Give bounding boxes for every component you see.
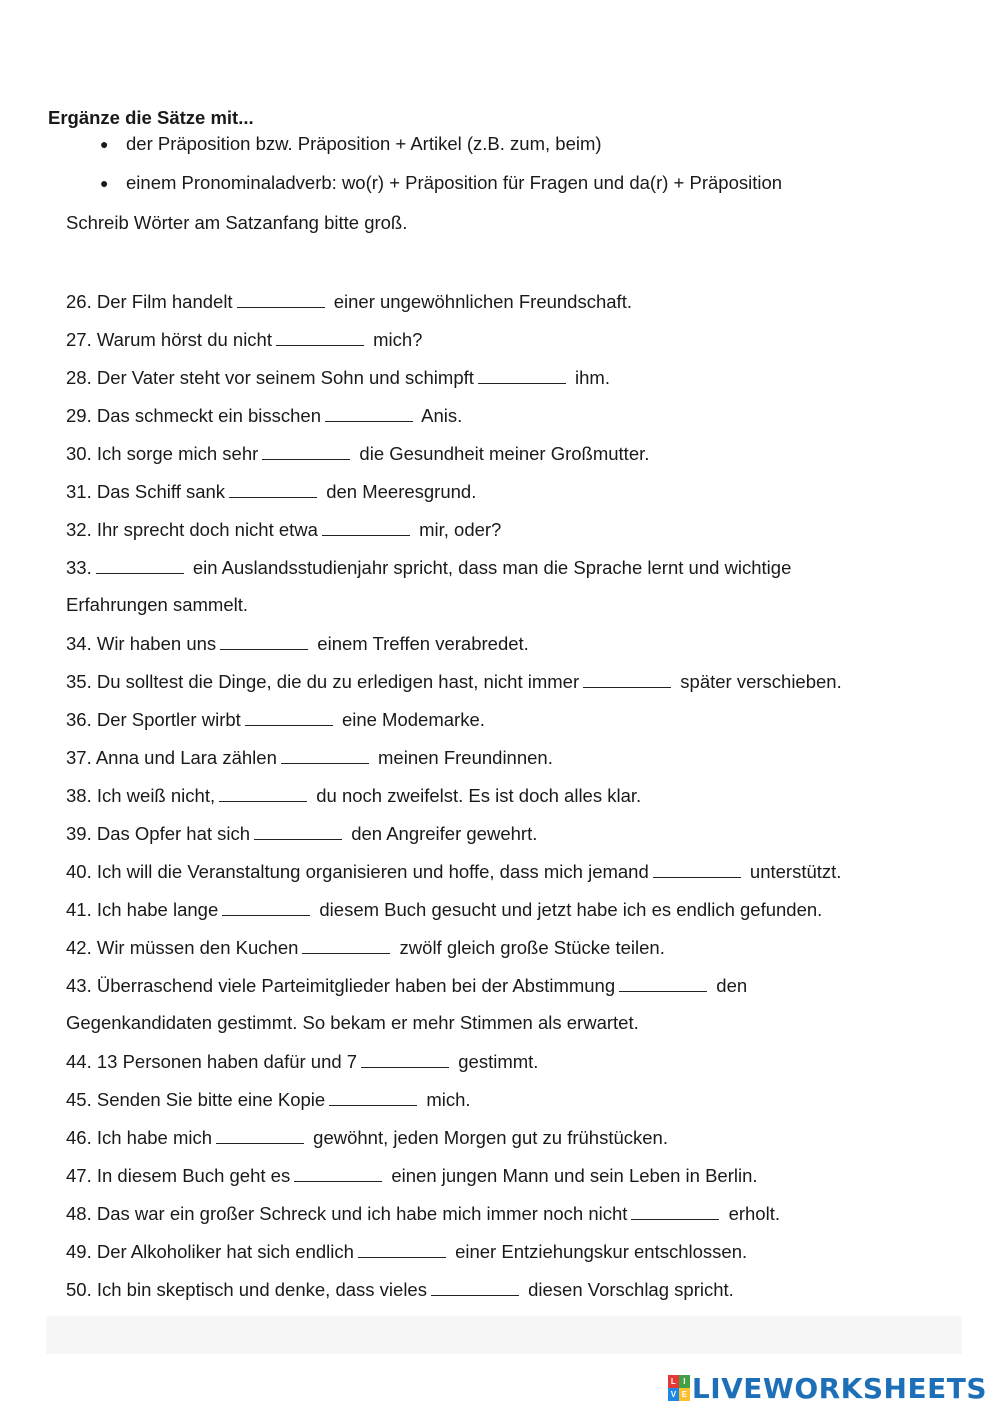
exercise-text-after: meinen Freundinnen. (378, 747, 553, 768)
instruction-list (96, 132, 782, 210)
answer-blank[interactable] (361, 1049, 449, 1068)
exercise-text-before: 49. Der Alkoholiker hat sich endlich (66, 1241, 354, 1262)
exercise-text-after: diesem Buch gesucht und jetzt habe ich es endlich gefunden. (319, 899, 823, 920)
instruction-text: der Präposition bzw. Präposition + Artikel (z.B. zum, beim) (126, 133, 602, 154)
answer-blank[interactable] (254, 821, 342, 840)
exercise-text-after: gestimmt. (458, 1051, 539, 1072)
exercise-line (66, 555, 946, 579)
exercise-text-before: 48. Das war ein großer Schreck und ich habe mich immer noch nicht (66, 1203, 628, 1224)
exercise-text-after: mich? (373, 329, 423, 350)
exercise-text-before: 37. Anna und Lara zählen (66, 747, 277, 768)
exercise-text-after: einem Treffen verabredet. (317, 633, 529, 654)
exercise-line (66, 403, 946, 427)
exercise-text-before: 44. 13 Personen haben dafür und 7 (66, 1051, 358, 1072)
answer-blank[interactable] (631, 1201, 719, 1220)
exercise-text-before: 29. Das schmeckt ein bisschen (66, 405, 322, 426)
exercise-text-after: den Angreifer gewehrt. (351, 823, 538, 844)
answer-blank[interactable] (325, 403, 413, 422)
answer-blank[interactable] (281, 745, 369, 764)
logo-tile: I (679, 1375, 690, 1388)
exercise-text-after: einer Entziehungskur entschlossen. (455, 1241, 748, 1262)
exercise-text-before: 42. Wir müssen den Kuchen (66, 937, 299, 958)
exercise-text-after: mich. (426, 1089, 471, 1110)
exercise-text-after: diesen Vorschlag spricht. (528, 1279, 734, 1300)
answer-blank[interactable] (329, 1087, 417, 1106)
exercise-line (66, 783, 946, 807)
exercise-text-after: Anis. (421, 405, 463, 426)
instruction-text: einem Pronominaladverb: wo(r) + Präposition für Fragen und da(r) + Präposition (126, 172, 783, 193)
exercise-text-after: ein Auslandsstudienjahr spricht, dass man die Sprache lernt und wichtige (192, 557, 792, 578)
exercise-text-before: 31. Das Schiff sank (66, 481, 226, 502)
exercise-text-before: 30. Ich sorge mich sehr (66, 443, 259, 464)
exercise-text-after: einer ungewöhnlichen Freundschaft. (333, 291, 632, 312)
answer-blank[interactable] (478, 365, 566, 384)
exercise-text-before: 32. Ihr sprecht doch nicht etwa (66, 519, 318, 540)
exercise-text-before: 43. Überraschend viele Parteimitglieder haben bei der Abstimmung (66, 975, 616, 996)
answer-blank[interactable] (245, 707, 333, 726)
exercise-text-before: 50. Ich bin skeptisch und denke, dass vieles (66, 1279, 427, 1300)
exercise-text-after: eine Modemarke. (341, 709, 485, 730)
answer-blank[interactable] (653, 859, 741, 878)
exercise-text-after: den (716, 975, 748, 996)
brand-text: LIVEWORKSHEETS (691, 1371, 987, 1405)
exercise-line (66, 479, 946, 503)
exercise-text-before: 46. Ich habe mich (66, 1127, 213, 1148)
exercise-text-after: die Gesundheit meiner Großmutter. (359, 443, 650, 464)
exercise-text-after: du noch zweifelst. Es ist doch alles klar. (316, 785, 642, 806)
exercise-line (66, 859, 946, 883)
exercise-line (66, 1201, 946, 1225)
answer-blank[interactable] (216, 1125, 304, 1144)
exercise-line (66, 327, 946, 351)
answer-blank[interactable] (294, 1163, 382, 1182)
exercise-line (66, 897, 946, 921)
exercise-text-before: 47. In diesem Buch geht es (66, 1165, 291, 1186)
exercise-text-after: unterstützt. (749, 861, 842, 882)
exercise-line (66, 289, 946, 313)
exercise-continuation (66, 593, 946, 617)
exercise-line (66, 517, 946, 541)
answer-blank[interactable] (322, 517, 410, 536)
exercise-text-before: 28. Der Vater steht vor seinem Sohn und schimpft (66, 367, 474, 388)
answer-blank[interactable] (222, 897, 310, 916)
exercise-text-before: 39. Das Opfer hat sich (66, 823, 251, 844)
capitalization-note: Schreib Wörter am Satzanfang bitte groß. (66, 212, 408, 233)
exercise-line (66, 1049, 946, 1073)
exercise-line (66, 1277, 946, 1301)
exercise-line (66, 669, 946, 693)
answer-blank[interactable] (431, 1277, 519, 1296)
answer-blank[interactable] (237, 289, 325, 308)
answer-blank[interactable] (262, 441, 350, 460)
exercise-text-after: mir, oder? (419, 519, 502, 540)
exercise-text-after: ihm. (575, 367, 610, 388)
exercise-text-before: 38. Ich weiß nicht, (66, 785, 216, 806)
exercise-line (66, 631, 946, 655)
answer-blank[interactable] (302, 935, 390, 954)
exercise-line (66, 1239, 946, 1263)
exercise-line (66, 935, 946, 959)
exercise-line (66, 745, 946, 769)
exercise-text-after: gewöhnt, jeden Morgen gut zu frühstücken. (313, 1127, 668, 1148)
exercise-continuation (66, 1011, 946, 1035)
exercise-text-before: 45. Senden Sie bitte eine Kopie (66, 1089, 326, 1110)
exercise-text-before: 26. Der Film handelt (66, 291, 233, 312)
exercise-text-after: einen jungen Mann und sein Leben in Berlin. (391, 1165, 758, 1186)
exercise-text-after: den Meeresgrund. (326, 481, 477, 502)
exercise-line (66, 973, 946, 997)
exercise-text-before: 27. Warum hörst du nicht (66, 329, 272, 350)
exercise-line (66, 1163, 946, 1187)
logo-tile: V (668, 1388, 679, 1401)
answer-blank[interactable] (220, 631, 308, 650)
logo-tile: E (679, 1388, 690, 1401)
exercise-text-before: 33. (66, 557, 92, 578)
answer-blank[interactable] (276, 327, 364, 346)
exercise-text-after: erholt. (728, 1203, 780, 1224)
footer-bar (46, 1316, 962, 1354)
answer-blank[interactable] (619, 973, 707, 992)
answer-blank[interactable] (583, 669, 671, 688)
exercise-line (66, 821, 946, 845)
liveworksheets-logo-icon (668, 1375, 690, 1401)
exercise-text-before: 35. Du solltest die Dinge, die du zu erledigen hast, nicht immer (66, 671, 580, 692)
bullet-icon: ● (100, 175, 109, 191)
exercise-text-before: 34. Wir haben uns (66, 633, 217, 654)
exercise-list (66, 289, 946, 1315)
answer-blank[interactable] (219, 783, 307, 802)
bullet-icon: ● (100, 136, 109, 152)
instruction-item (96, 171, 782, 195)
worksheet-title: Ergänze die Sätze mit... (48, 107, 254, 128)
answer-blank[interactable] (358, 1239, 446, 1258)
exercise-line (66, 441, 946, 465)
exercise-line (66, 1125, 946, 1149)
exercise-text-before: 40. Ich will die Veranstaltung organisieren und hoffe, dass mich jemand (66, 861, 649, 882)
instruction-item (96, 132, 782, 156)
exercise-line (66, 707, 946, 731)
answer-blank[interactable] (229, 479, 317, 498)
exercise-text-before: 41. Ich habe lange (66, 899, 219, 920)
exercise-text: Erfahrungen sammelt. (66, 594, 249, 615)
logo-tile: L (668, 1375, 679, 1388)
exercise-line (66, 1087, 946, 1111)
exercise-text-after: später verschieben. (680, 671, 842, 692)
exercise-line (66, 365, 946, 389)
exercise-text-before: 36. Der Sportler wirbt (66, 709, 241, 730)
answer-blank[interactable] (96, 555, 184, 574)
exercise-text-after: zwölf gleich große Stücke teilen. (399, 937, 665, 958)
liveworksheets-brand[interactable] (668, 1372, 987, 1404)
exercise-text: Gegenkandidaten gestimmt. So bekam er mehr Stimmen als erwartet. (66, 1012, 639, 1033)
